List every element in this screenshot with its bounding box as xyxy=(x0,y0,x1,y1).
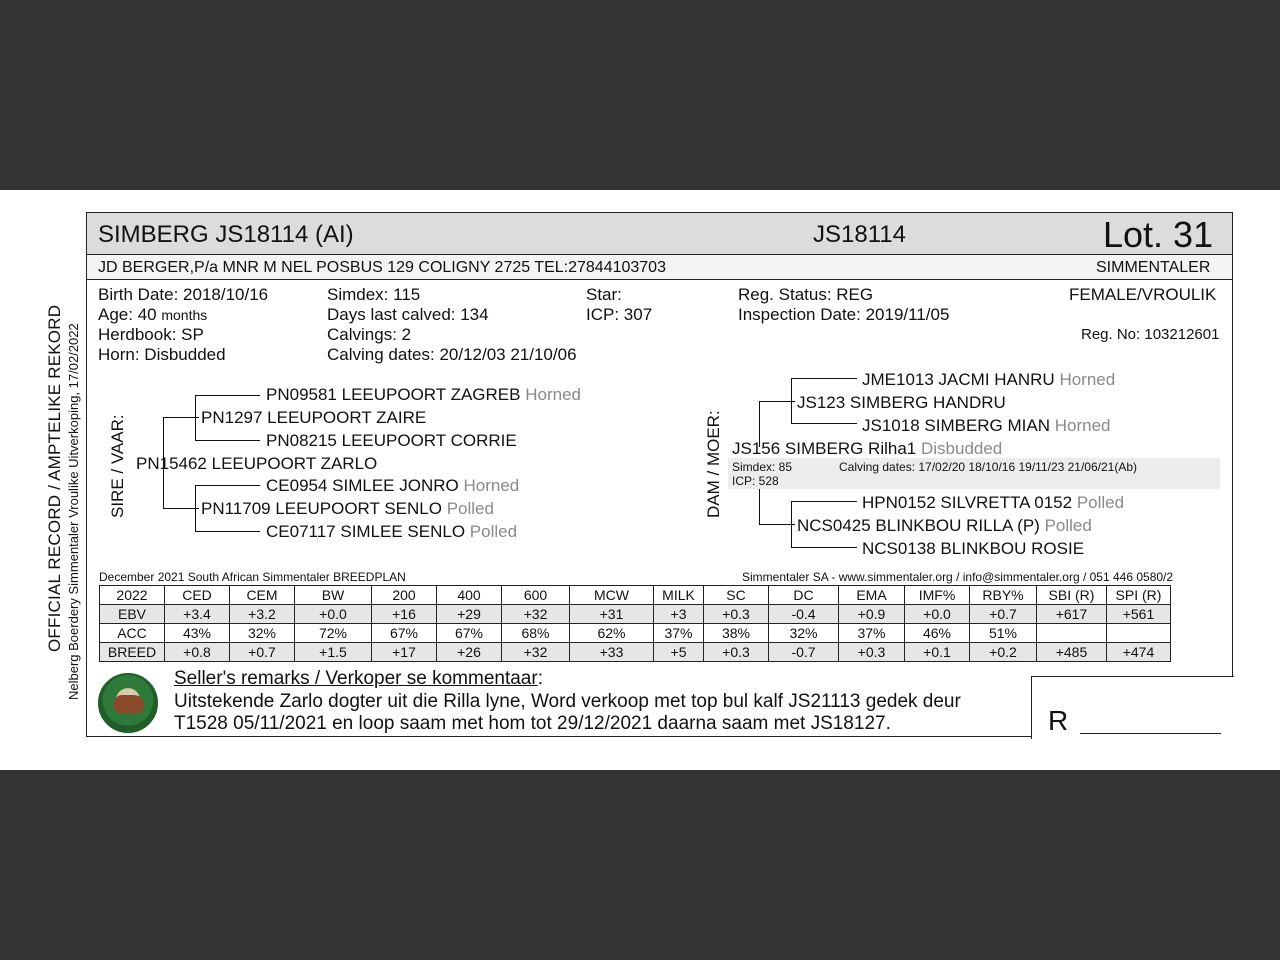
dam-dam-dam: NCS0138 BLINKBOU ROSIE xyxy=(862,539,1085,558)
horn-status: Polled xyxy=(446,499,494,518)
dam-dam: NCS0425 BLINKBOU RILLA (P) Polled xyxy=(797,516,1092,535)
age-value: Age: 40 xyxy=(98,305,157,324)
dam-sire: JS123 SIMBERG HANDRU xyxy=(797,393,1006,412)
official-record-label: OFFICIAL RECORD / AMPTELIKE REKORD xyxy=(45,304,64,652)
horn-status: Polled xyxy=(1044,516,1092,535)
dam: JS156 SIMBERG Rilha1 Disbudded xyxy=(732,439,1003,458)
calvings: Calvings: 2 xyxy=(327,325,412,344)
dam-calving-dates: Calving dates: 17/02/20 18/10/16 19/11/23 21/06/21(Ab) xyxy=(839,460,1138,474)
horn-status: Horned xyxy=(1054,416,1111,435)
sale-caption: Nelberg Boerdery Simmentaler Vroulike Uitverkoping, 17/02/2022 xyxy=(66,323,81,700)
sire-dam-dam: CE07117 SIMLEE SENLO Polled xyxy=(266,522,518,541)
breedplan-table xyxy=(99,585,1171,662)
calving-dates: Calving dates: 20/12/03 21/10/06 xyxy=(327,345,577,364)
breedplan-title: December 2021 South African Simmentaler BREEDPLAN xyxy=(99,570,406,584)
age xyxy=(98,305,207,325)
horn-status: Horned xyxy=(463,476,520,495)
r-signature-line[interactable] xyxy=(1080,733,1221,734)
dam-dam-sire: HPN0152 SILVRETTA 0152 Polled xyxy=(862,493,1125,512)
table-row: BREED +0.8 +0.7 +1.5 +17 +26 +32 +33 +5 +0.3 -0.7 +0.3 +0.1 +0.2 +485 +474 xyxy=(100,643,1171,662)
dam-sire-sire: JME1013 JACMI HANRU Horned xyxy=(862,370,1116,389)
reg-number: Reg. No: 103212601 xyxy=(1081,326,1220,343)
star: Star: xyxy=(586,285,622,304)
sire-dam: PN11709 LEEUPOORT SENLO Polled xyxy=(201,499,494,518)
record-card xyxy=(0,190,1280,770)
dam-simdex: Simdex: 85 xyxy=(732,460,793,474)
table-header-row: 2022 CED CEM BW 200 400 600 MCW MILK SC DC EMA IMF% RBY% SBI (R) SPI (R) xyxy=(100,586,1171,605)
animal-name: SIMBERG JS18114 (AI) xyxy=(98,221,354,248)
icp: ICP: 307 xyxy=(586,305,653,324)
table-row: ACC 43% 32% 72% 67% 67% 68% 62% 37% 38% 32% 37% 46% 51% xyxy=(100,624,1171,643)
sex: FEMALE/VROULIK xyxy=(1069,285,1217,304)
herdbook: Herdbook: SP xyxy=(98,325,204,344)
sire-dam-sire: CE0954 SIMLEE JONRO Horned xyxy=(266,476,520,495)
reg-status: Reg. Status: REG xyxy=(738,285,874,304)
sire-sire-sire: PN09581 LEEUPOORT ZAGREB Horned xyxy=(266,385,581,404)
table-row: EBV +3.4 +3.2 +0.0 +16 +29 +32 +31 +3 +0.3 -0.4 +0.9 +0.0 +0.7 +617 +561 xyxy=(100,605,1171,624)
dam-label: DAM / MOER: xyxy=(704,410,723,518)
sire-sire: PN1297 LEEUPOORT ZAIRE xyxy=(201,408,427,427)
birth-date: Birth Date: 2018/10/16 xyxy=(98,285,269,304)
breed-name: SIMMENTALER xyxy=(1096,259,1211,276)
sire: PN15462 LEEUPOORT ZARLO xyxy=(136,454,378,473)
horn-status: Polled xyxy=(1076,493,1125,512)
dam-sire-dam: JS1018 SIMBERG MIAN Horned xyxy=(862,416,1111,435)
horn-status: Horned xyxy=(1059,370,1116,389)
age-unit: months xyxy=(161,307,208,323)
sire-sire-dam: PN08215 LEEUPOORT CORRIE xyxy=(266,431,517,450)
remarks-line-1: Uitstekende Zarlo dogter uit die Rilla lyne, Word verkoop met top bul kalf JS21113 gedek deur xyxy=(174,691,961,712)
remarks-line-2: T1528 05/11/2021 en loop saam met hom tot 29/12/2021 daarna saam met JS18127. xyxy=(174,713,891,734)
simdex: Simdex: 115 xyxy=(327,285,421,304)
inspection-date: Inspection Date: 2019/11/05 xyxy=(738,305,950,324)
horn-status: Horned xyxy=(525,385,581,404)
simmentaler-logo-icon xyxy=(98,673,158,733)
breedplan-contact: Simmentaler SA - www.simmentaler.org / info@simmentaler.org / 051 446 0580/2 xyxy=(742,570,1174,584)
days-last-calved: Days last calved: 134 xyxy=(327,305,489,324)
sire-label: SIRE / VAAR: xyxy=(108,414,127,518)
horn-status: Disbudded xyxy=(920,439,1003,458)
horn-status: Polled xyxy=(469,522,518,541)
dam-icp: ICP: 528 xyxy=(732,474,779,488)
owner-address: JD BERGER,P/a MNR M NEL POSBUS 129 COLIGNY 2725 TEL:27844103703 xyxy=(98,259,666,276)
lot-number: Lot. 31 xyxy=(1103,214,1214,255)
r-label: R xyxy=(1048,705,1069,736)
remarks-heading: Seller's remarks / Verkoper se kommentaar: xyxy=(174,668,543,689)
horn-status: Horn: Disbudded xyxy=(98,345,226,364)
reg-code: JS18114 xyxy=(813,221,906,248)
remarks-heading-text: Seller's remarks / Verkoper se kommentaar xyxy=(174,668,538,689)
